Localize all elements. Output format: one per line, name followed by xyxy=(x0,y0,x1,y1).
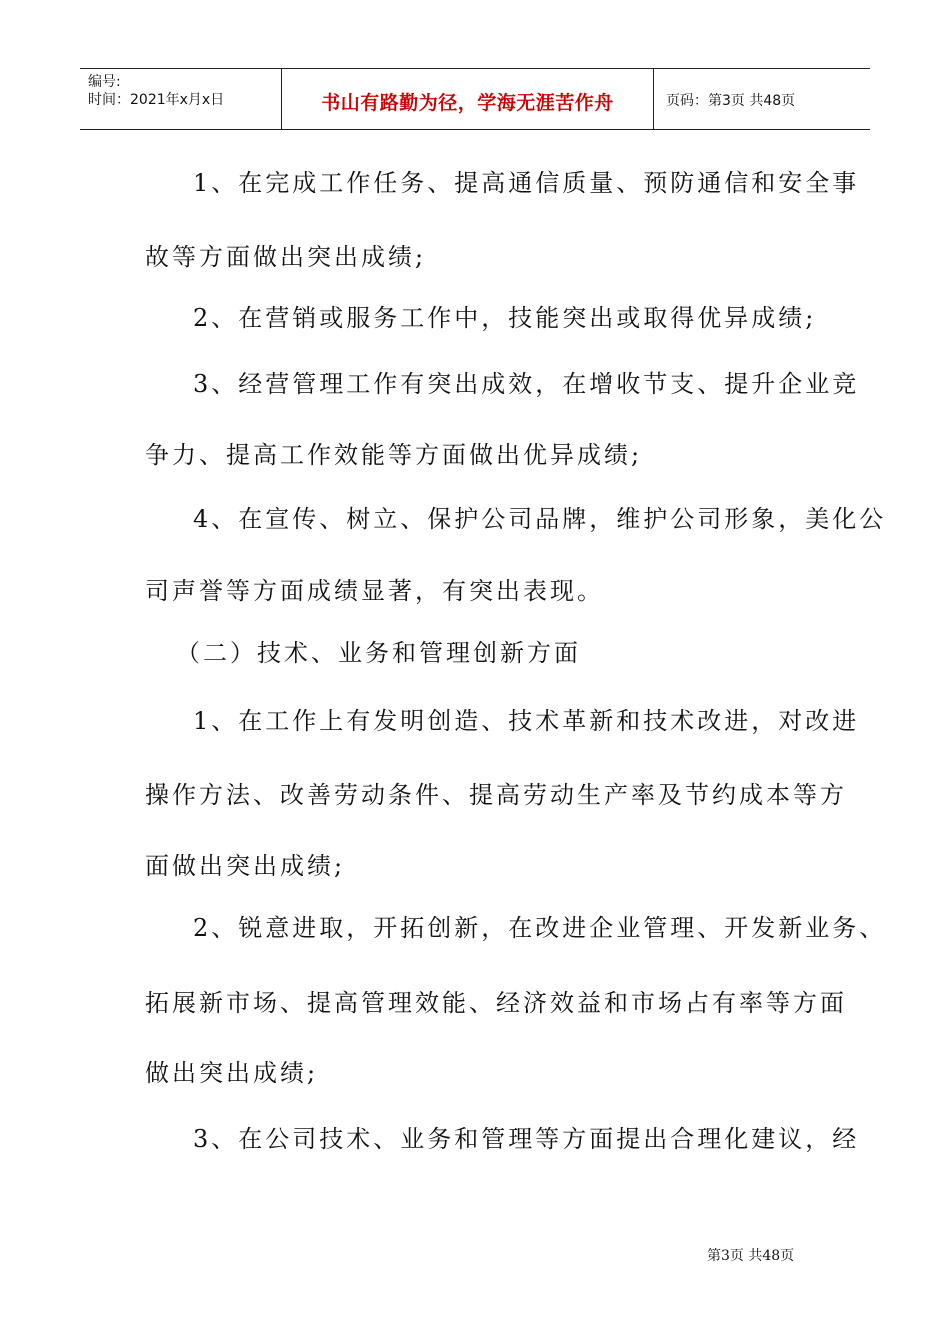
body-paragraph-line: 拓展新市场、提高管理效能、经济效益和市场占有率等方面 xyxy=(145,989,847,1017)
section-heading: （二）技术、业务和管理创新方面 xyxy=(176,639,581,667)
header-page-cell xyxy=(654,69,870,129)
body-paragraph-line: 争力、提高工作效能等方面做出优异成绩; xyxy=(145,441,643,469)
header-page-number: 页码：第3页 共48页 xyxy=(666,93,796,109)
body-paragraph-line: 3、经营管理工作有突出成效，在增收节支、提升企业竞 xyxy=(193,370,860,398)
document-date: 时间：2021年x月x日 xyxy=(88,92,225,108)
body-paragraph-line: 1、在完成工作任务、提高通信质量、预防通信和安全事 xyxy=(193,169,860,197)
header-motto: 书山有路勤为径，学海无涯苦作舟 xyxy=(321,92,614,114)
header-motto-cell xyxy=(282,69,654,129)
footer-page-number: 第3页 共48页 xyxy=(707,1248,795,1264)
document-number-label: 编号: xyxy=(88,74,121,90)
body-paragraph-line: 1、在工作上有发明创造、技术革新和技术改进，对改进 xyxy=(193,707,860,735)
body-paragraph-line: 司声誉等方面成绩显著，有突出表现。 xyxy=(145,577,604,605)
body-paragraph-line: 面做出突出成绩; xyxy=(145,852,346,880)
document-header xyxy=(80,68,870,130)
body-paragraph-line: 2、在营销或服务工作中，技能突出或取得优异成绩; xyxy=(193,304,817,332)
body-paragraph-line: 3、在公司技术、业务和管理等方面提出合理化建议，经 xyxy=(193,1125,860,1153)
body-paragraph-line: 故等方面做出突出成绩; xyxy=(145,243,427,271)
body-paragraph-line: 2、锐意进取，开拓创新，在改进企业管理、开发新业务、 xyxy=(193,914,887,942)
body-paragraph-line: 4、在宣传、树立、保护公司品牌，维护公司形象，美化公 xyxy=(193,505,887,533)
body-paragraph-line: 操作方法、改善劳动条件、提高劳动生产率及节约成本等方 xyxy=(145,781,847,809)
body-paragraph-line: 做出突出成绩; xyxy=(145,1059,319,1087)
header-meta-cell xyxy=(80,69,282,129)
